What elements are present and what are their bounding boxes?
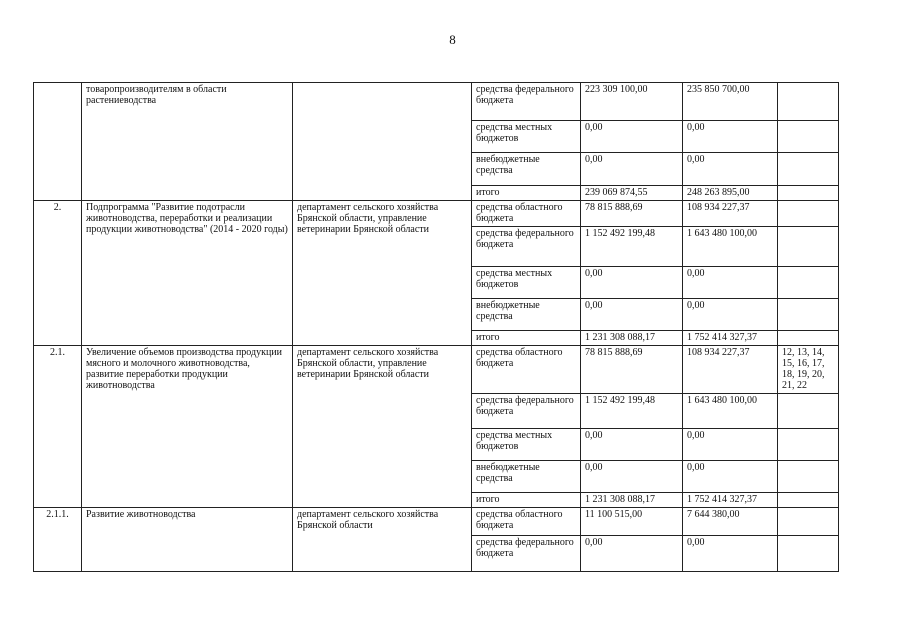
target-indicators [778, 153, 839, 186]
funding-source: внебюджетные средства [472, 461, 581, 493]
target-indicators [778, 331, 839, 346]
measure-name: Подпрограмма "Развитие подотрасли животноводства, переработки и реализации продукции животноводства" (2014 - 2020 годы) [82, 201, 293, 346]
amount-value-2: 1 752 414 327,37 [683, 331, 778, 346]
amount-value-2: 248 263 895,00 [683, 186, 778, 201]
amount-value-2: 1 643 480 100,00 [683, 227, 778, 267]
amount-value-1: 0,00 [581, 461, 683, 493]
page-number: 8 [449, 32, 456, 47]
target-indicators [778, 201, 839, 227]
funding-source: средства федерального бюджета [472, 227, 581, 267]
row-number: 2. [34, 201, 82, 346]
target-indicators [778, 83, 839, 121]
budget-table [33, 82, 839, 572]
row-number: 2.1. [34, 346, 82, 508]
amount-value-2: 7 644 380,00 [683, 508, 778, 536]
target-indicators [778, 461, 839, 493]
table-row [34, 508, 839, 536]
amount-value-2: 0,00 [683, 121, 778, 153]
target-indicators [778, 394, 839, 429]
amount-value-1: 0,00 [581, 429, 683, 461]
target-indicators [778, 299, 839, 331]
amount-value-1: 0,00 [581, 121, 683, 153]
table-row [34, 83, 839, 121]
responsible-executor: департамент сельского хозяйства Брянской области [293, 508, 472, 572]
target-indicators [778, 267, 839, 299]
funding-source: внебюджетные средства [472, 153, 581, 186]
row-number: 2.1.1. [34, 508, 82, 572]
amount-value-1: 0,00 [581, 153, 683, 186]
amount-value-2: 235 850 700,00 [683, 83, 778, 121]
responsible-executor [293, 83, 472, 201]
amount-value-2: 0,00 [683, 461, 778, 493]
funding-source: итого [472, 186, 581, 201]
funding-source: средства федерального бюджета [472, 394, 581, 429]
amount-value-1: 1 231 308 088,17 [581, 331, 683, 346]
funding-source: средства федерального бюджета [472, 83, 581, 121]
amount-value-1: 1 152 492 199,48 [581, 227, 683, 267]
funding-source: средства областного бюджета [472, 508, 581, 536]
measure-name: Увеличение объемов производства продукции мясного и молочного животноводства, развитие переработки продукции животноводства [82, 346, 293, 508]
amount-value-1: 11 100 515,00 [581, 508, 683, 536]
funding-source: средства местных бюджетов [472, 267, 581, 299]
amount-value-1: 0,00 [581, 267, 683, 299]
responsible-executor: департамент сельского хозяйства Брянской области, управление ветеринарии Брянской области [293, 346, 472, 508]
amount-value-2: 0,00 [683, 536, 778, 572]
amount-value-1: 78 815 888,69 [581, 201, 683, 227]
amount-value-1: 1 231 308 088,17 [581, 493, 683, 508]
amount-value-1: 223 309 100,00 [581, 83, 683, 121]
amount-value-1: 1 152 492 199,48 [581, 394, 683, 429]
amount-value-1: 78 815 888,69 [581, 346, 683, 394]
target-indicators [778, 121, 839, 153]
table-body [34, 83, 839, 572]
target-indicators [778, 536, 839, 572]
amount-value-1: 0,00 [581, 536, 683, 572]
target-indicators [778, 186, 839, 201]
funding-source: средства областного бюджета [472, 201, 581, 227]
responsible-executor: департамент сельского хозяйства Брянской области, управление ветеринарии Брянской области [293, 201, 472, 346]
target-indicators [778, 493, 839, 508]
amount-value-1: 0,00 [581, 299, 683, 331]
target-indicators [778, 508, 839, 536]
funding-source: средства областного бюджета [472, 346, 581, 394]
funding-source: средства федерального бюджета [472, 536, 581, 572]
amount-value-2: 0,00 [683, 153, 778, 186]
measure-name: товаропроизводителям в области растениеводства [82, 83, 293, 201]
table-row [34, 201, 839, 227]
funding-source: средства местных бюджетов [472, 121, 581, 153]
target-indicators: 12, 13, 14, 15, 16, 17, 18, 19, 20, 21, 22 [778, 346, 839, 394]
amount-value-2: 108 934 227,37 [683, 201, 778, 227]
amount-value-2: 1 643 480 100,00 [683, 394, 778, 429]
funding-source: внебюджетные средства [472, 299, 581, 331]
amount-value-1: 239 069 874,55 [581, 186, 683, 201]
amount-value-2: 108 934 227,37 [683, 346, 778, 394]
amount-value-2: 0,00 [683, 299, 778, 331]
amount-value-2: 0,00 [683, 429, 778, 461]
amount-value-2: 0,00 [683, 267, 778, 299]
row-number [34, 83, 82, 201]
target-indicators [778, 227, 839, 267]
amount-value-2: 1 752 414 327,37 [683, 493, 778, 508]
table-row [34, 346, 839, 394]
funding-source: итого [472, 331, 581, 346]
measure-name: Развитие животноводства [82, 508, 293, 572]
funding-source: средства местных бюджетов [472, 429, 581, 461]
funding-source: итого [472, 493, 581, 508]
target-indicators [778, 429, 839, 461]
